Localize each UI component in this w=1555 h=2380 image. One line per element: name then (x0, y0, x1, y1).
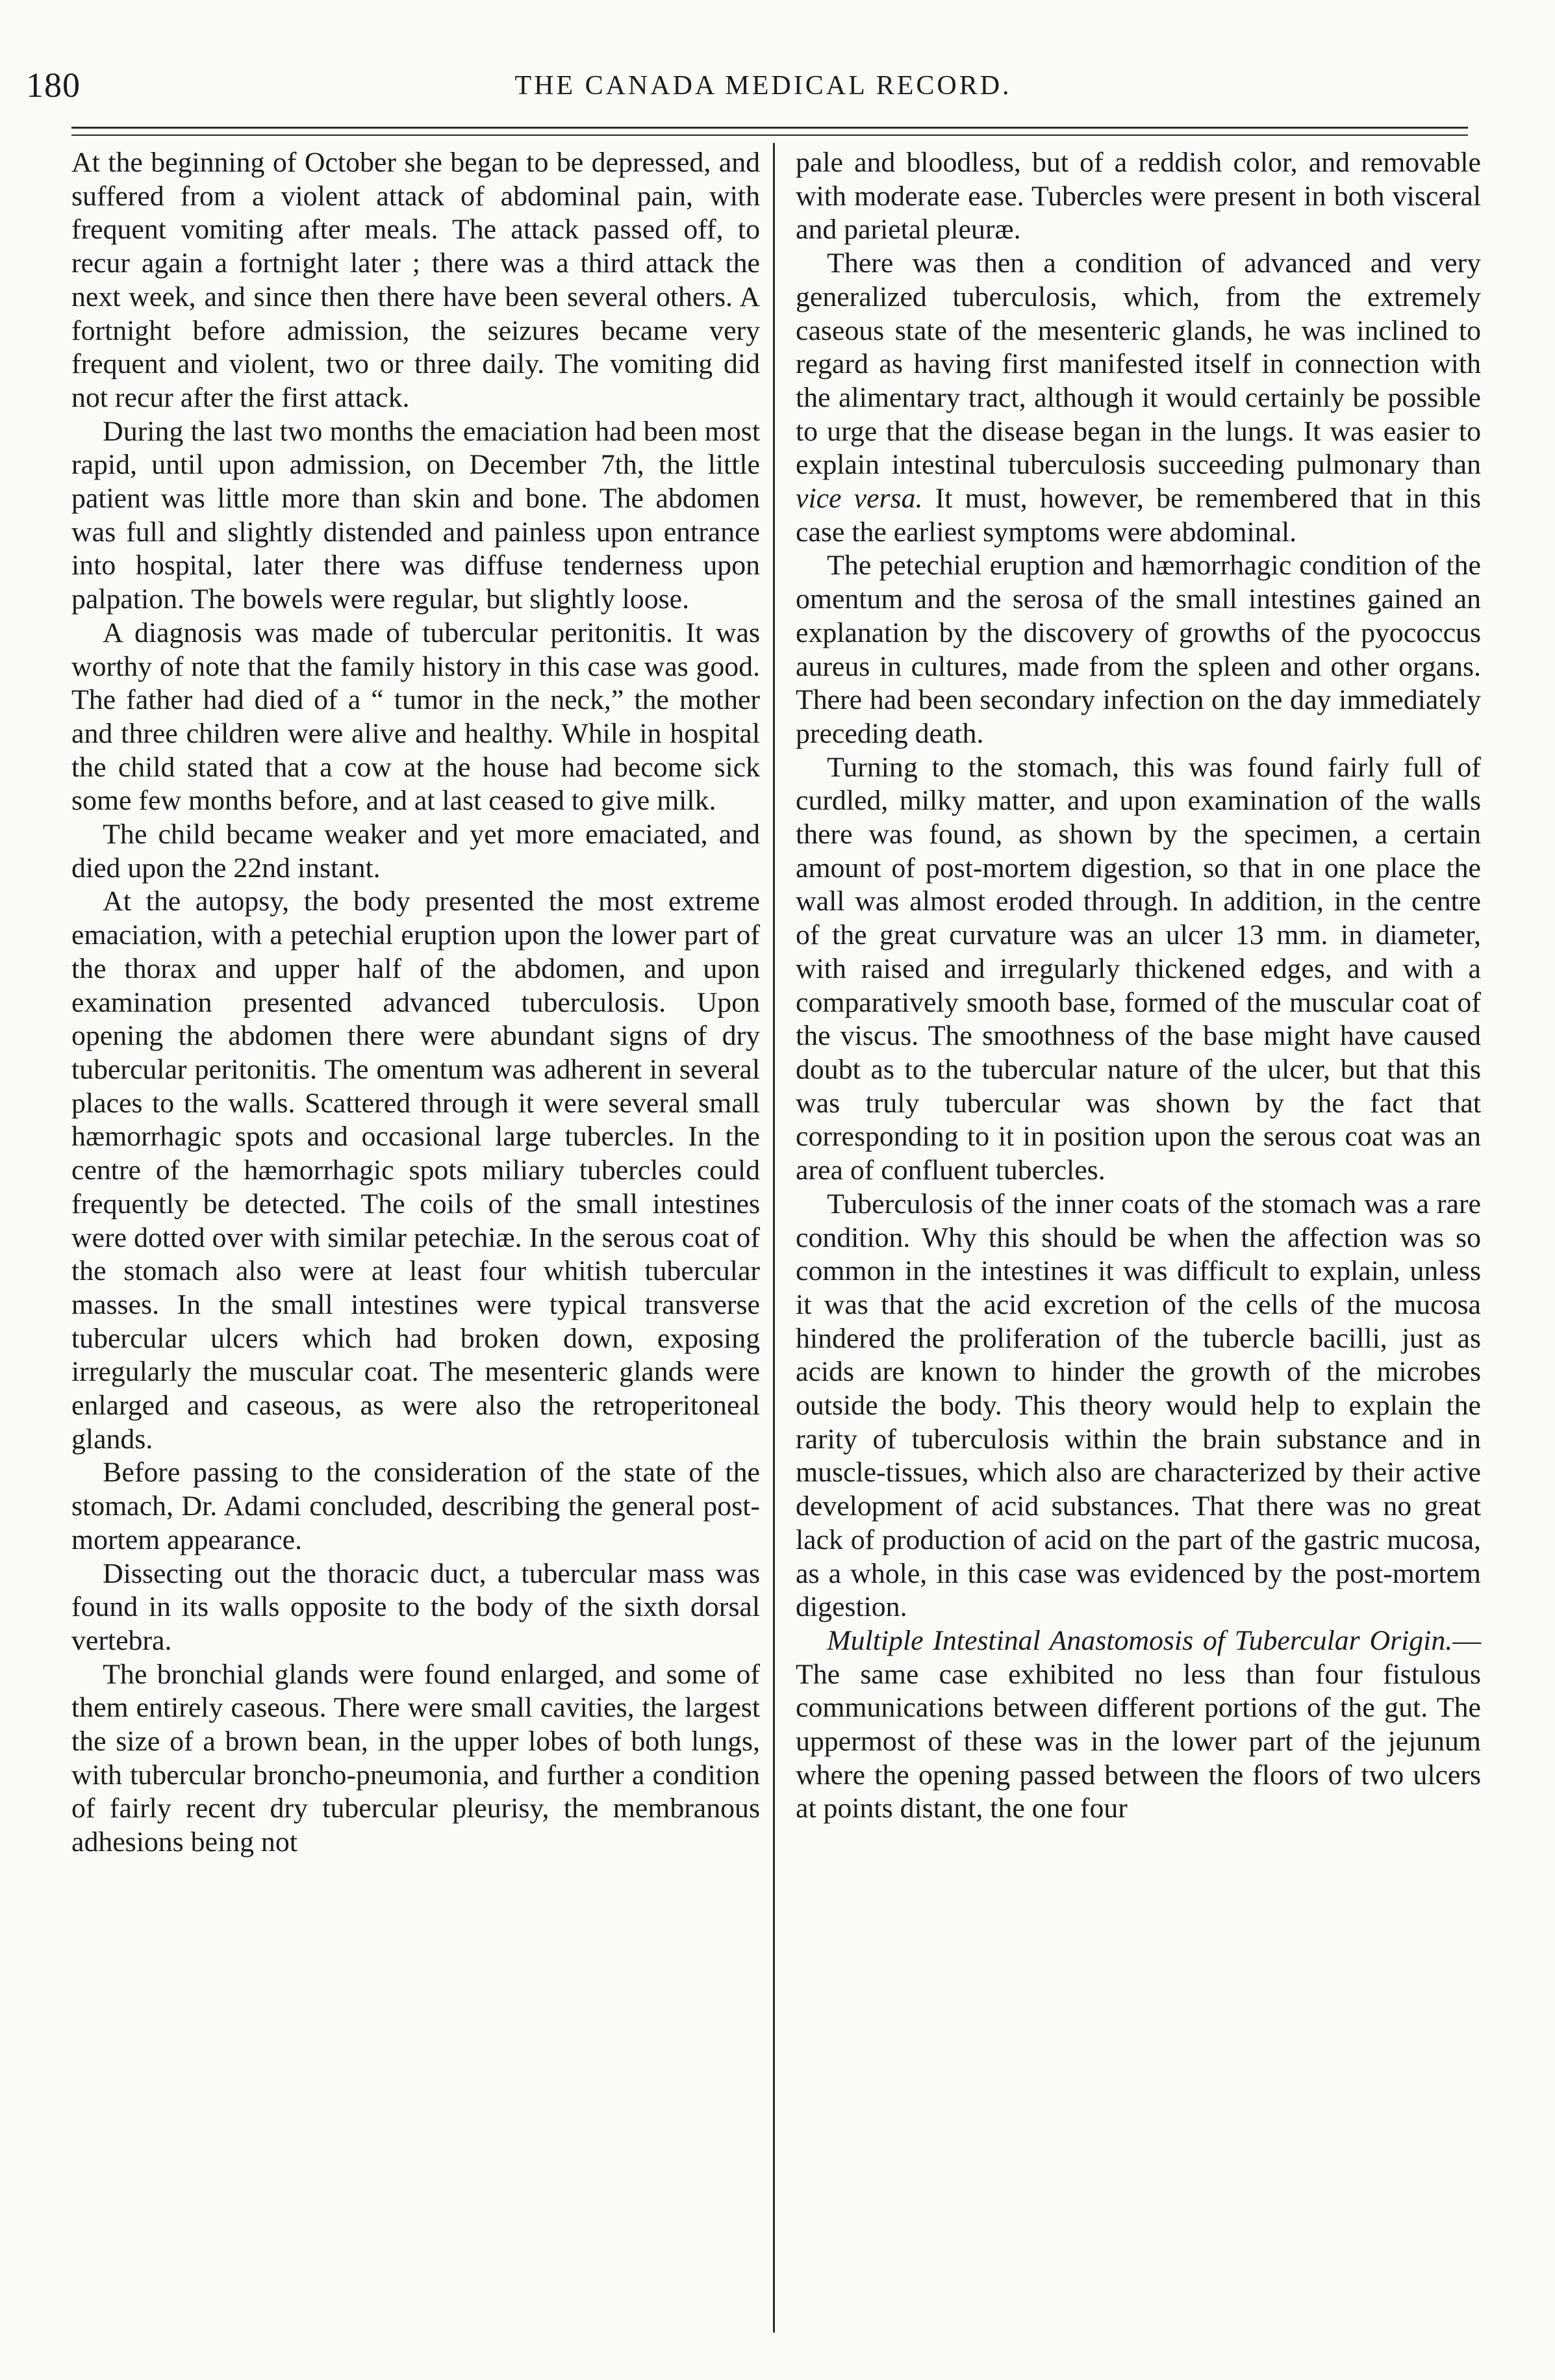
paragraph-text: —The same case exhibited no less than four fistulous communications between different portions of the gut. The uppermost of these was in the lower part of the jejunum where the opening passed between the floors of two ulcers at points distant, the one four (796, 1624, 1481, 1824)
paragraph (796, 247, 1481, 549)
right-column (796, 146, 1481, 1826)
italic-phrase: vice versa. (796, 483, 923, 515)
paragraph: The child became weaker and yet more emaciated, and died upon the 22nd instant. (71, 819, 760, 884)
column-divider (773, 143, 775, 2333)
paragraph: The petechial eruption and hæmorrhagic condition of the omentum and the serosa of the small intestines gained an explanation by the discovery of growths of the pyococcus aureus in cultures, made from the spleen and other organs. There had been secondary infection on the day immediately preceding death. (796, 550, 1481, 749)
paragraph: Turning to the stomach, this was found fairly full of curdled, milky matter, and upon examination of the walls there was found, as shown by the specimen, a certain amount of post-mortem digestion, so that in one place the wall was almost eroded through. In addition, in the centre of the great curvature was an ulcer 13 mm. in diameter, with raised and irregularly thickened edges, and with a comparatively smooth base, formed of the muscular coat of the viscus. The smoothness of the base might have caused doubt as to the tubercular nature of the ulcer, but that this was truly tubercular was shown by the fact that corresponding to it in position upon the serous coat was an area of confluent tubercles. (796, 751, 1481, 1186)
paragraph: A diagnosis was made of tubercular peritonitis. It was worthy of note that the family history in this case was good. The father had died of a “ tumor in the neck,” the mother and three children were alive and healthy. While in hospital the child stated that a cow at the house had become sick some few months before, and at last ceased to give milk. (71, 617, 760, 817)
paragraph: During the last two months the emaciation had been most rapid, until upon admission, on December 7th, the little patient was little more than skin and bone. The abdomen was full and slightly distended and painless upon entrance into hospital, later there was diffuse tenderness upon palpation. The bowels were regular, but slightly loose. (71, 415, 760, 615)
paragraph: Tuberculosis of the inner coats of the stomach was a rare condition. Why this should be when the affection was so common in the intestines it was difficult to explain, unless it was that the acid excretion of the cells of the mucosa hindered the proliferation of the tubercle bacilli, just as acids are known to hinder the growth of the microbes outside the body. This theory would help to explain the rarity of tuberculosis within the brain substance and in muscle-tissues, which also are characterized by their active development of acid substances. That there was no great lack of production of acid on the part of the gastric mucosa, as a whole, in this case was evidenced by the post-mortem digestion. (796, 1188, 1481, 1623)
paragraph-text: There was then a condition of advanced and very generalized tuberculosis, which, from the extremely caseous state of the mesenteric glands, he was inclined to regard as having first manifested itself in connection with the alimentary tract, although it would certainly be possible to urge that the disease began in the lungs. It was easier to explain intestinal tuberculosis succeeding pulmonary than (796, 248, 1481, 481)
paragraph: Before passing to the consideration of the state of the stomach, Dr. Adami concluded, describing the general post-mortem appearance. (71, 1457, 760, 1555)
paragraph-text: It must, however, be remembered that in this case the earliest symptoms were abdominal. (796, 483, 1482, 548)
section-heading: Multiple Intestinal Anastomosis of Tubercular Origin. (827, 1624, 1453, 1656)
paragraph (796, 1624, 1481, 1826)
paragraph: The bronchial glands were found enlarged, and some of them entirely caseous. There were small cavities, the largest the size of a brown bean, in the upper lobes of both lungs, with tubercular broncho-pneumonia, and further a condition of fairly recent dry tubercular pleurisy, the membranous adhesions being not (71, 1658, 760, 1858)
running-head: THE CANADA MEDICAL RECORD. (514, 71, 1012, 101)
header-rule (71, 127, 1468, 129)
page-number: 180 (26, 66, 81, 105)
page-header (26, 65, 1500, 117)
paragraph: At the autopsy, the body presented the most extreme emaciation, with a petechial eruption upon the lower part of the thorax and upper half of the abdomen, and upon examination presented advanced tuberculosis. Upon opening the abdomen there were abundant signs of dry tubercular peritonitis. The omentum was adherent in several places to the walls. Scattered through it were several small hæmorrhagic spots and occasional large tubercles. In the centre of the hæmorrhagic spots miliary tubercles could frequently be detected. The coils of the small intestines were dotted over with similar petechiæ. In the serous coat of the stomach also were at least four whitish tubercular masses. In the small intestines were typical transverse tubercular ulcers which had broken down, exposing irregularly the muscular coat. The mesenteric glands were enlarged and caseous, as were also the retroperitoneal glands. (71, 886, 760, 1455)
left-column (71, 146, 760, 1860)
paragraph: Dissecting out the thoracic duct, a tubercular mass was found in its walls opposite to the body of the sixth dorsal vertebra. (71, 1557, 760, 1656)
paragraph: At the beginning of October she began to be depressed, and suffered from a violent attack of abdominal pain, with frequent vomiting after meals. The attack passed off, to recur again a fortnight later ; there was a third attack the next week, and since then there have been several others. A fortnight before admission, the seizures became very frequent and violent, two or three daily. The vomiting did not recur after the first attack. (71, 147, 760, 413)
header-rule-thin (71, 134, 1468, 136)
paragraph: pale and bloodless, but of a reddish color, and removable with moderate ease. Tubercles were present in both visceral and parietal pleuræ. (796, 147, 1481, 246)
